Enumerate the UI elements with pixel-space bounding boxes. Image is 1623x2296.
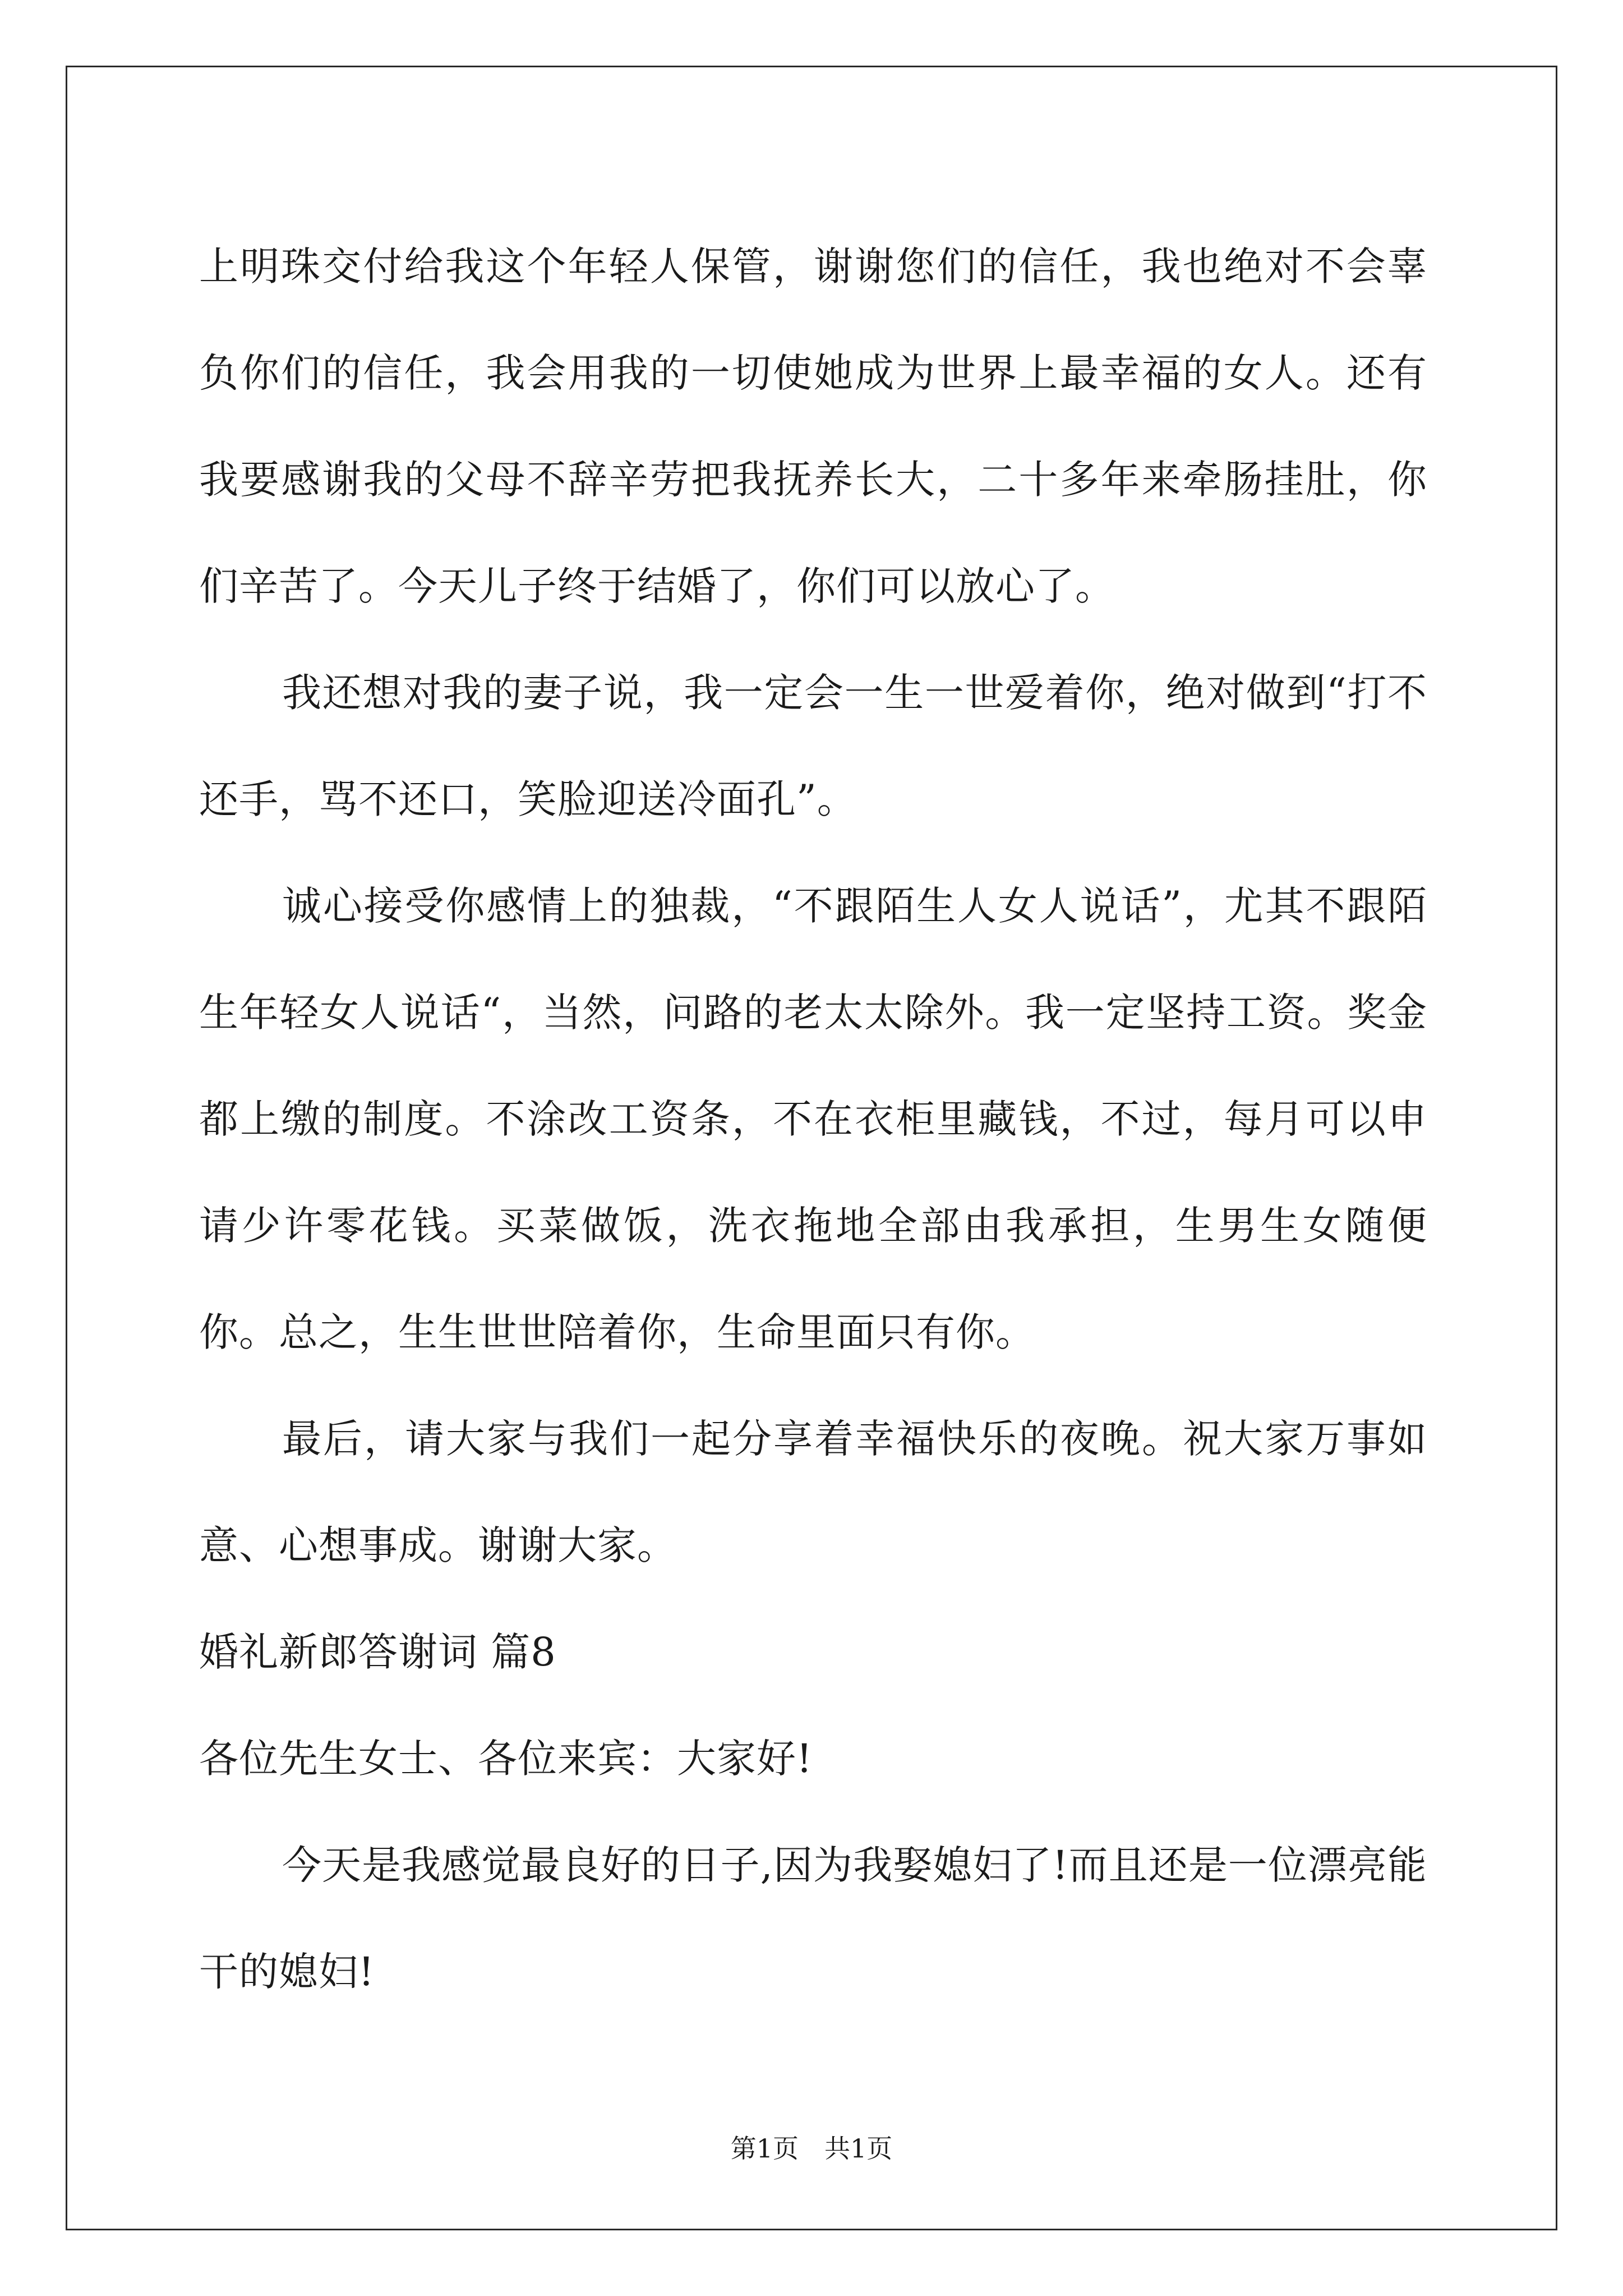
paragraph-3: 诚心接受你感情上的独裁，“不跟陌生人女人说话”，尤其不跟陌生年轻女人说话“，当然，问路的老太太除外。我一定坚持工资。奖金都上缴的制度。不涂改工资条，不在衣柜里藏钱，不过，每月可以申请少许零花钱。买菜做饭，洗衣拖地全部由我承担，生男生女随便你。总之，生生世世陪着你，生命里面只有你。 [199,883,1427,1355]
section-heading: 婚礼新郎答谢词 篇8 [199,1629,556,1675]
document-body [199,213,1427,2025]
paragraph-7: 今天是我感觉最良好的日子,因为我娶媳妇了!而且还是一位漂亮能干的媳妇! [199,1842,1427,1995]
paragraph-2: 我还想对我的妻子说，我一定会一生一世爱着你，绝对做到“打不还手，骂不还口，笑脸迎送冷面孔”。 [199,670,1427,822]
page-footer: 第1页 共1页 [730,2133,893,2164]
paragraph-1: 上明珠交付给我这个年轻人保管，谢谢您们的信任，我也绝对不会辜负你们的信任，我会用我的一切使她成为世界上最幸福的女人。还有我要感谢我的父母不辞辛劳把我抚养长大，二十多年来牵肠挂肚，你们辛苦了。今天儿子终于结婚了，你们可以放心了。 [199,243,1427,609]
paragraph-4: 最后，请大家与我们一起分享着幸福快乐的夜晚。祝大家万事如意、心想事成。谢谢大家。 [199,1416,1427,1568]
greeting-line: 各位先生女士、各位来宾：大家好! [199,1736,813,1782]
